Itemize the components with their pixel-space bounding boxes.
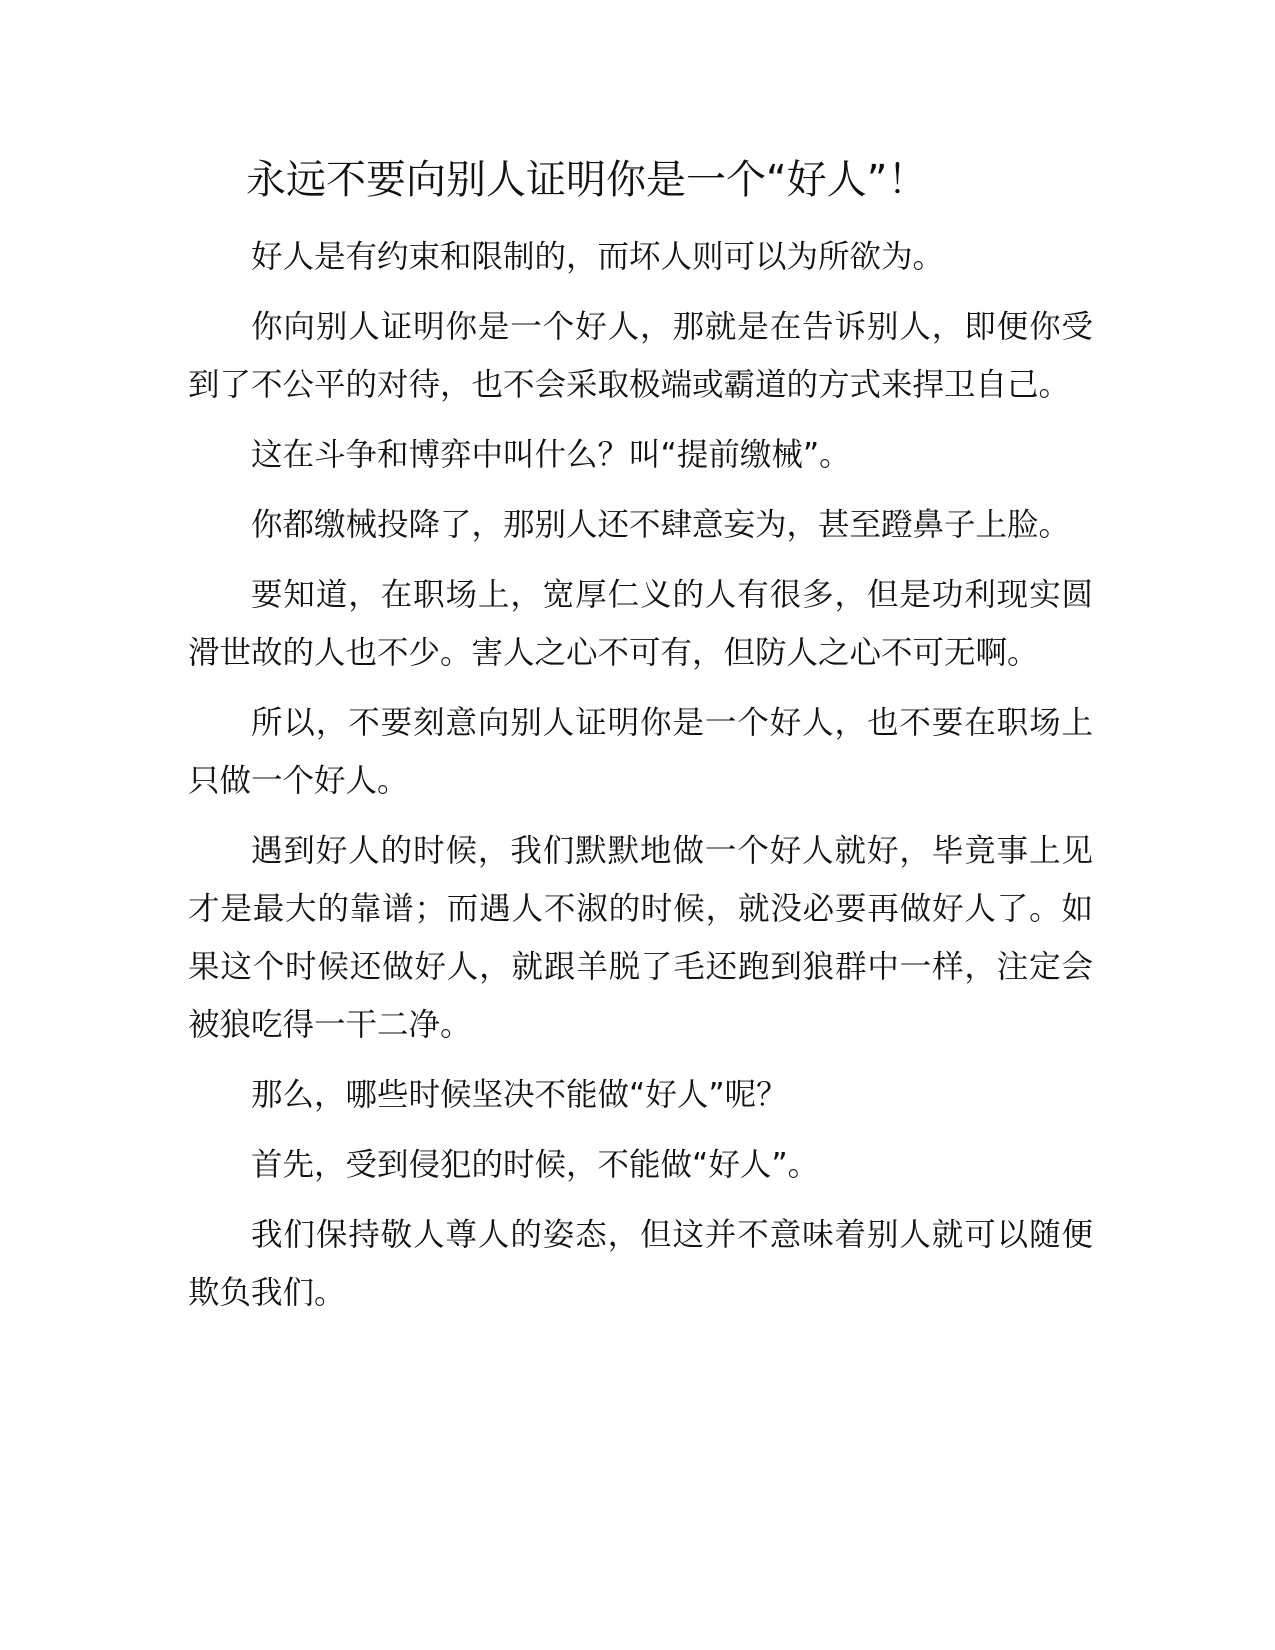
paragraph: 遇到好人的时候，我们默默地做一个好人就好，毕竟事上见才是最大的靠谱；而遇人不淑的时候，就没必要再做好人了。如果这个时候还做好人，就跟羊脱了毛还跑到狼群中一样，注定会被狼吃得一干二净。 [188, 833, 1093, 1043]
paragraph: 好人是有约束和限制的，而坏人则可以为所欲为。 [251, 239, 945, 275]
paragraph: 我们保持敬人尊人的姿态，但这并不意味着别人就可以随便欺负我们。 [188, 1217, 1093, 1311]
document-title: 永远不要向别人证明你是一个“好人”！ [246, 157, 928, 203]
paragraph: 首先，受到侵犯的时候，不能做“好人”。 [251, 1147, 820, 1183]
paragraph: 这在斗争和博弈中叫什么？叫“提前缴械”。 [251, 437, 851, 473]
paragraph: 那么，哪些时候坚决不能做“好人”呢？ [251, 1077, 788, 1113]
paragraph: 你都缴械投降了，那别人还不肆意妄为，甚至蹬鼻子上脸。 [251, 507, 1071, 543]
paragraph: 你向别人证明你是一个好人，那就是在告诉别人，即便你受到了不公平的对待，也不会采取极端或霸道的方式来捍卫自己。 [188, 309, 1093, 403]
document-body [188, 228, 1093, 1334]
paragraph: 所以，不要刻意向别人证明你是一个好人，也不要在职场上只做一个好人。 [188, 705, 1093, 799]
paragraph: 要知道，在职场上，宽厚仁义的人有很多，但是功利现实圆滑世故的人也不少。害人之心不可有，但防人之心不可无啊。 [188, 577, 1093, 671]
